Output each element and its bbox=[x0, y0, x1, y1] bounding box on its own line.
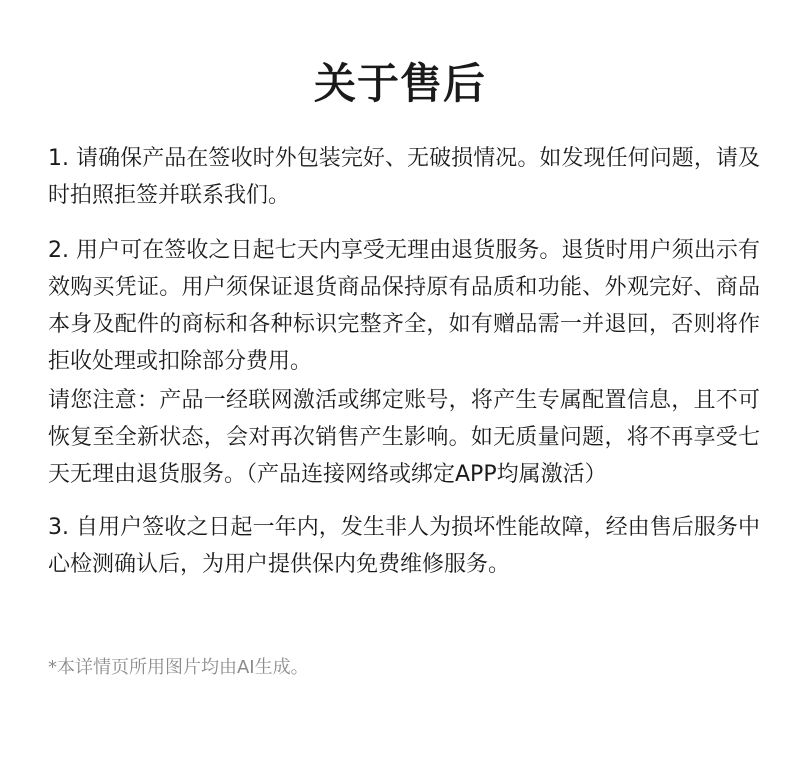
policy-paragraph-3: 3. 自用户签收之日起一年内，发生非人为损坏性能故障，经由售后服务中心检测确认后，为用户提供保内免费维修服务。 bbox=[48, 515, 760, 577]
activation-notice: 请您注意：产品一经联网激活或绑定账号，将产生专属配置信息，且不可恢复至全新状态，会对再次销售产生影响。如无质量问题，将不再享受七天无理由退货服务。（产品连接网络或绑定APP均属激活） bbox=[48, 388, 760, 487]
policy-paragraph-1: 1. 请确保产品在签收时外包装完好、无破损情况。如发现任何问题，请及时拍照拒签并联系我们。 bbox=[48, 146, 760, 208]
after-sales-content bbox=[48, 140, 760, 583]
ai-image-footnote: *本详情页所用图片均由AI生成。 bbox=[48, 657, 309, 678]
policy-paragraph-2: 2. 用户可在签收之日起七天内享受无理由退货服务。退货时用户须出示有效购买凭证。用户须保证退货商品保持原有品质和功能、外观完好、商品本身及配件的商标和各种标识完整齐全，如有赠品需一并退回，否则将作拒收处理或扣除部分费用。 bbox=[48, 238, 760, 374]
page-title: 关于售后 bbox=[313, 59, 486, 108]
